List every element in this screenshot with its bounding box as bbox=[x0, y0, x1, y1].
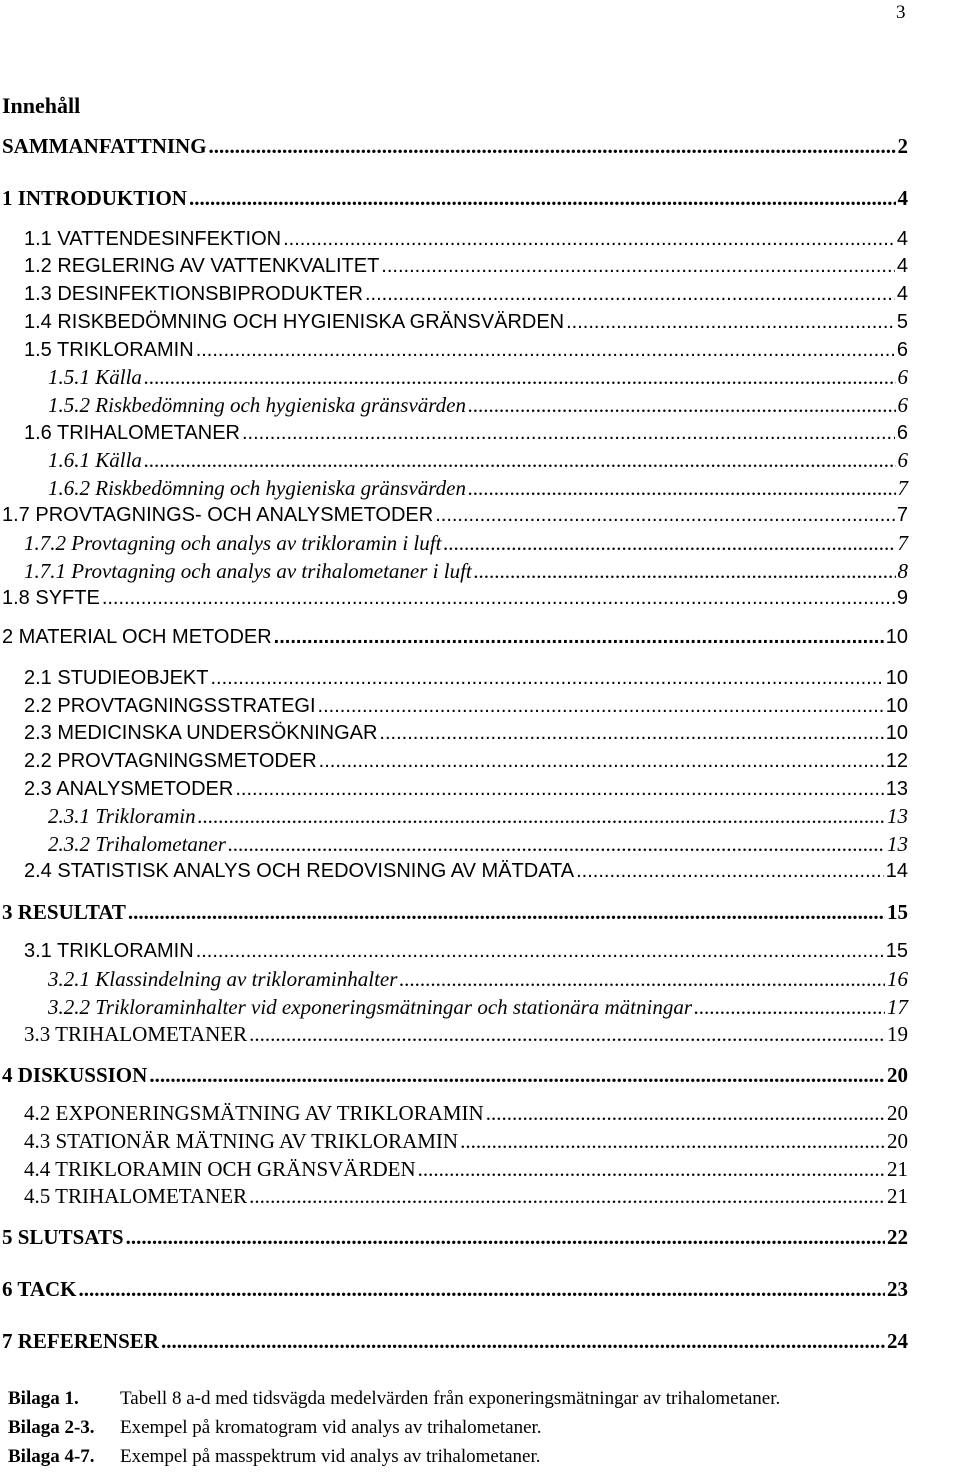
toc-entry-label: 3.2.2 Trikloraminhalter vid exponeringsmätningar och stationära mätningar bbox=[48, 995, 692, 1019]
toc-entry-page: 10 bbox=[885, 695, 908, 717]
toc-entry-3-2-1[interactable] bbox=[48, 969, 908, 990]
toc-entry-page: 21 bbox=[887, 1184, 908, 1208]
appendix-label: Bilaga 4-7. bbox=[8, 1446, 95, 1467]
toc-entry-label: 2 MATERIAL OCH METODER bbox=[2, 626, 272, 648]
toc-entry-page: 17 bbox=[887, 995, 908, 1019]
dot-leader bbox=[318, 696, 884, 716]
toc-entry-1-5-1[interactable] bbox=[48, 367, 908, 388]
toc-entry-label: 1.1 VATTENDESINFEKTION bbox=[24, 228, 282, 250]
toc-entry-label: 2.2 PROVTAGNINGSMETODER bbox=[24, 750, 317, 772]
toc-entry-label: 1.3 DESINFEKTIONSBIPRODUKTER bbox=[24, 283, 363, 305]
dot-leader bbox=[161, 1331, 885, 1352]
toc-title: Innehåll bbox=[2, 93, 81, 118]
toc-entry-label: 2.3 MEDICINSKA UNDERSÖKNINGAR bbox=[24, 722, 378, 744]
toc-entry-page: 6 bbox=[897, 448, 908, 472]
toc-entry-page: 4 bbox=[896, 255, 908, 277]
toc-entry-page: 7 bbox=[897, 531, 908, 555]
toc-entry-label: 3.2.1 Klassindelning av trikloraminhalter bbox=[48, 967, 398, 991]
toc-entry-label: 4 DISKUSSION bbox=[2, 1063, 148, 1087]
toc-entry-label: 2.3.1 Trikloramin bbox=[48, 804, 196, 828]
page-number: 3 bbox=[896, 2, 906, 23]
dot-leader bbox=[149, 1065, 885, 1086]
toc-entry-page: 20 bbox=[887, 1063, 908, 1087]
toc-entry-2-3-1[interactable] bbox=[48, 806, 908, 827]
dot-leader bbox=[576, 861, 884, 881]
dot-leader bbox=[694, 997, 885, 1018]
dot-leader bbox=[399, 969, 885, 990]
toc-entry-page: 10 bbox=[885, 722, 908, 744]
dot-leader bbox=[460, 1131, 885, 1152]
toc-entry-label: 4.2 EXPONERINGSMÄTNING AV TRIKLORAMIN bbox=[24, 1101, 484, 1125]
toc-entry-page: 20 bbox=[887, 1129, 908, 1153]
toc-entry-page: 7 bbox=[897, 476, 908, 500]
toc-entry-4-4[interactable] bbox=[24, 1159, 908, 1180]
toc-entry-1-5[interactable] bbox=[24, 340, 908, 360]
toc-entry-material-och-metoder[interactable] bbox=[2, 627, 908, 647]
toc-entry-label: 1.2 REGLERING AV VATTENKVALITET bbox=[24, 255, 380, 277]
toc-entry-1-6-2[interactable] bbox=[48, 478, 908, 499]
toc-entry-page: 14 bbox=[885, 860, 908, 882]
toc-entry-1-6-1[interactable] bbox=[48, 450, 908, 471]
dot-leader bbox=[249, 1024, 885, 1045]
dot-leader bbox=[468, 395, 896, 416]
toc-entry-page: 24 bbox=[887, 1329, 908, 1353]
toc-entry-4-5[interactable] bbox=[24, 1186, 908, 1207]
toc-entry-label: 3.1 TRIKLORAMIN bbox=[24, 940, 194, 962]
toc-entry-page: 20 bbox=[887, 1101, 908, 1125]
toc-entry-label: 3 RESULTAT bbox=[2, 900, 126, 924]
toc-entry-label: 2.3.2 Trihalometaner bbox=[48, 832, 226, 856]
dot-leader bbox=[78, 1279, 885, 1300]
toc-entry-3-1[interactable] bbox=[24, 941, 908, 961]
toc-entry-1-4[interactable] bbox=[24, 312, 908, 332]
toc-entry-label: 1.7.1 Provtagning och analys av trihalometaner i luft bbox=[24, 559, 472, 583]
dot-leader bbox=[235, 779, 883, 799]
toc-entry-tack[interactable] bbox=[2, 1279, 908, 1300]
toc-entry-page: 10 bbox=[885, 667, 908, 689]
appendix-2-3 bbox=[8, 1417, 542, 1439]
toc-entry-page: 13 bbox=[885, 778, 908, 800]
dot-leader bbox=[126, 1227, 885, 1248]
toc-entry-2-3-analysmetoder[interactable] bbox=[24, 779, 908, 799]
toc-entry-page: 5 bbox=[896, 311, 908, 333]
toc-entry-label: 1.7.2 Provtagning och analys av trikloramin i luft bbox=[24, 531, 442, 555]
toc-entry-page: 16 bbox=[887, 967, 908, 991]
dot-leader bbox=[102, 588, 895, 608]
dot-leader bbox=[196, 340, 895, 360]
dot-leader bbox=[144, 367, 896, 388]
toc-entry-3-2-2[interactable] bbox=[48, 997, 908, 1018]
toc-entry-3-3[interactable] bbox=[24, 1024, 908, 1045]
toc-entry-label: 1.5.2 Riskbedömning och hygieniska gränsvärden bbox=[48, 393, 466, 417]
toc-entry-2-3-2[interactable] bbox=[48, 834, 908, 855]
toc-entry-diskussion[interactable] bbox=[2, 1065, 908, 1086]
appendix-text: Tabell 8 a-d med tidsvägda medelvärden från exponeringsmätningar av trihalometaner. bbox=[120, 1388, 781, 1409]
toc-entry-4-2[interactable] bbox=[24, 1103, 908, 1124]
dot-leader bbox=[435, 505, 895, 525]
toc-entry-page: 6 bbox=[897, 393, 908, 417]
toc-entry-page: 8 bbox=[897, 559, 908, 583]
toc-entry-label: 2.2 PROVTAGNINGSSTRATEGI bbox=[24, 695, 316, 717]
toc-entry-label: 4.4 TRIKLORAMIN OCH GRÄNSVÄRDEN bbox=[24, 1157, 416, 1181]
toc-entry-page: 19 bbox=[887, 1022, 908, 1046]
toc-entry-page: 4 bbox=[896, 283, 908, 305]
toc-entry-2-2[interactable] bbox=[24, 696, 908, 716]
toc-entry-slutsats[interactable] bbox=[2, 1227, 908, 1248]
toc-entry-label: 2.1 STUDIEOBJEKT bbox=[24, 667, 209, 689]
dot-leader bbox=[211, 668, 884, 688]
toc-entry-2-3[interactable] bbox=[24, 723, 908, 743]
dot-leader bbox=[242, 423, 895, 443]
toc-entry-page: 4 bbox=[897, 186, 908, 210]
dot-leader bbox=[198, 806, 885, 827]
dot-leader bbox=[283, 229, 895, 249]
toc-entry-2-2-metoder[interactable] bbox=[24, 751, 908, 771]
dot-leader bbox=[274, 627, 884, 647]
toc-entry-1-8[interactable] bbox=[2, 588, 908, 608]
toc-entry-label: 2.4 STATISTISK ANALYS OCH REDOVISNING AV MÄTDATA bbox=[24, 860, 575, 882]
dot-leader bbox=[486, 1103, 885, 1124]
toc-entry-label: 4.5 TRIHALOMETANER bbox=[24, 1184, 248, 1208]
toc-entry-label: 1.6.1 Källa bbox=[48, 448, 142, 472]
toc-entry-label: 1.5 TRIKLORAMIN bbox=[24, 339, 194, 361]
toc-entry-page: 22 bbox=[887, 1225, 908, 1249]
appendix-label: Bilaga 1. bbox=[8, 1388, 79, 1409]
toc-entry-page: 7 bbox=[896, 504, 908, 526]
dot-leader bbox=[566, 312, 895, 332]
toc-entry-label: 1.4 RISKBEDÖMNING OCH HYGIENISKA GRÄNSVÄRDEN bbox=[24, 311, 565, 333]
toc-entry-1-6[interactable] bbox=[24, 423, 908, 443]
toc-entry-referenser[interactable] bbox=[2, 1331, 908, 1352]
toc-entry-label: SAMMANFATTNING bbox=[2, 134, 207, 158]
toc-entry-label: 1.5.1 Källa bbox=[48, 365, 142, 389]
appendix-label: Bilaga 2-3. bbox=[8, 1417, 95, 1438]
toc-entry-1-7-2[interactable] bbox=[24, 533, 908, 554]
dot-leader bbox=[196, 941, 884, 961]
toc-entry-resultat[interactable] bbox=[2, 902, 908, 923]
dot-leader bbox=[209, 136, 896, 157]
toc-entry-label: 1.7 PROVTAGNINGS- OCH ANALYSMETODER bbox=[2, 504, 434, 526]
toc-entry-page: 13 bbox=[887, 832, 908, 856]
dot-leader bbox=[189, 188, 896, 209]
toc-entry-label: 1 INTRODUKTION bbox=[2, 186, 187, 210]
toc-entry-page: 13 bbox=[887, 804, 908, 828]
toc-entry-label: 1.6 TRIHALOMETANER bbox=[24, 422, 240, 444]
dot-leader bbox=[319, 751, 884, 771]
dot-leader bbox=[128, 902, 885, 923]
dot-leader bbox=[249, 1186, 885, 1207]
dot-leader bbox=[228, 834, 885, 855]
toc-entry-page: 6 bbox=[897, 365, 908, 389]
toc-entry-page: 15 bbox=[885, 940, 908, 962]
dot-leader bbox=[144, 450, 896, 471]
dot-leader bbox=[365, 284, 895, 304]
toc-entry-page: 23 bbox=[887, 1277, 908, 1301]
toc-entry-page: 6 bbox=[896, 422, 908, 444]
toc-entry-label: 3.3 TRIHALOMETANER bbox=[24, 1022, 248, 1046]
toc-entry-page: 6 bbox=[896, 339, 908, 361]
toc-entry-page: 21 bbox=[887, 1157, 908, 1181]
appendix-text: Exempel på kromatogram vid analys av trihalometaner. bbox=[120, 1417, 542, 1438]
dot-leader bbox=[379, 723, 883, 743]
toc-entry-4-3[interactable] bbox=[24, 1131, 908, 1152]
toc-entry-page: 15 bbox=[887, 900, 908, 924]
toc-entry-1-1[interactable] bbox=[24, 229, 908, 249]
toc-entry-page: 10 bbox=[885, 626, 908, 648]
toc-entry-1-2[interactable] bbox=[24, 256, 908, 276]
toc-entry-sammanfattning[interactable] bbox=[2, 136, 908, 157]
appendix-1 bbox=[8, 1388, 780, 1410]
toc-entry-1-7[interactable] bbox=[2, 505, 908, 525]
toc-entry-label: 2.3 ANALYSMETODER bbox=[24, 778, 234, 800]
toc-entry-1-3[interactable] bbox=[24, 284, 908, 304]
toc-entry-page: 9 bbox=[896, 587, 908, 609]
appendix-text: Exempel på masspektrum vid analys av trihalometaner. bbox=[120, 1446, 541, 1467]
dot-leader bbox=[443, 533, 895, 554]
appendix-4-7 bbox=[8, 1446, 541, 1468]
toc-entry-page: 12 bbox=[885, 750, 908, 772]
dot-leader bbox=[468, 478, 896, 499]
toc-entry-label: 1.8 SYFTE bbox=[2, 587, 100, 609]
toc-entry-2-4[interactable] bbox=[24, 861, 908, 881]
dot-leader bbox=[381, 256, 895, 276]
toc-entry-label: 4.3 STATIONÄR MÄTNING AV TRIKLORAMIN bbox=[24, 1129, 459, 1153]
dot-leader bbox=[474, 561, 896, 582]
toc-entry-page: 4 bbox=[896, 228, 908, 250]
toc-entry-label: 7 REFERENSER bbox=[2, 1329, 159, 1353]
toc-entry-page: 2 bbox=[897, 134, 908, 158]
toc-entry-2-1[interactable] bbox=[24, 668, 908, 688]
toc-entry-label: 5 SLUTSATS bbox=[2, 1225, 124, 1249]
toc-entry-1-7-1[interactable] bbox=[24, 561, 908, 582]
toc-entry-label: 6 TACK bbox=[2, 1277, 77, 1301]
toc-entry-1-5-2[interactable] bbox=[48, 395, 908, 416]
dot-leader bbox=[418, 1159, 885, 1180]
toc-entry-introduktion[interactable] bbox=[2, 188, 908, 209]
toc-entry-label: 1.6.2 Riskbedömning och hygieniska gränsvärden bbox=[48, 476, 466, 500]
